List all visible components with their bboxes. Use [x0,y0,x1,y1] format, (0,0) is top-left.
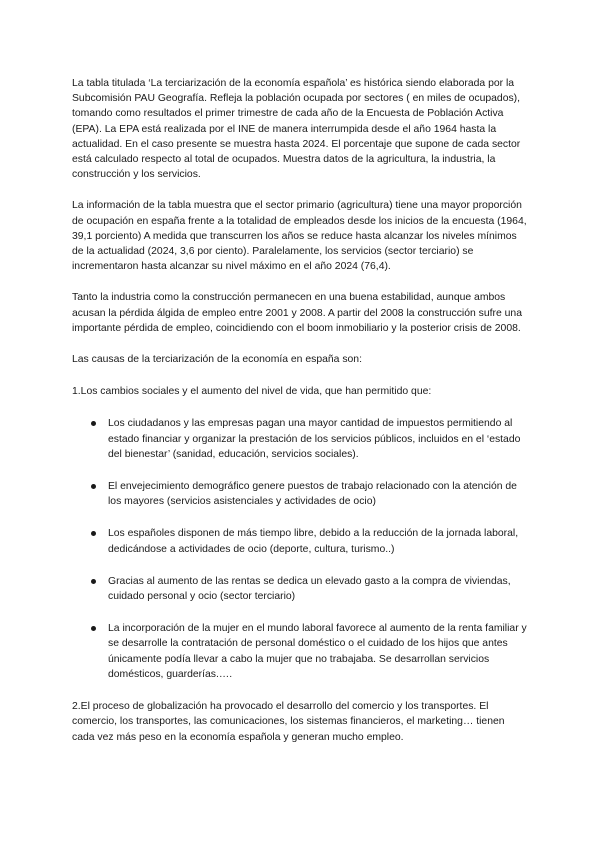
causes-intro: Las causas de la terciarización de la economía en españa son: [72,354,362,366]
bullet-item-taxes: Los ciudadanos y las empresas pagan una mayor cantidad de impuestos permitiendo al estado financiar y organizar la prestación de los servicios públicos, incluidos en el ‘estado del bienestar’ (sanidad, educación, servicios sociales). [108,416,528,462]
bullet-item-free-time: Los españoles disponen de más tiempo libre, debido a la reducción de la jornada laboral, dedicándose a actividades de ocio (deporte, cultura, turismo..) [108,526,528,556]
cause-2-paragraph: 2.El proceso de globalización ha provocado el desarrollo del comercio y los transportes. El comercio, los transportes, las comunicaciones, los sistemas financieros, el marketing… tienen cada vez más peso en la economía española y generan mucho empleo. [72,701,505,743]
document-body [72,76,528,759]
cause-1-bullet-list [72,416,528,682]
cause-1-heading: 1.Los cambios sociales y el aumento del nivel de vida, que han permitido que: [72,386,432,398]
bullet-item-women-work: La incorporación de la mujer en el mundo laboral favorece al aumento de la renta familiar y se desarrolle la contratación de personal doméstico o el cuidado de los hijos que antes únicamente podía llevar a cabo la mujer que no trabajaba. Se desarrollan servicios domésticos, guarderías.…. [108,621,528,682]
paragraph-table-description: La tabla titulada ‘La terciarización de la economía española’ es histórica siendo elaborada por la Subcomisión PAU Geografía. Refleja la población ocupada por sectores ( en miles de ocupados), tomando como resultados el primer trimestre de cada año de la Encuesta de Población Activa (EPA). La EPA está realizada por el INE de manera interrumpida desde el año 1964 hasta la actualidad. En el caso presente se muestra hasta 2024. El porcentaje que supone de cada sector está calculado respecto al total de ocupados. Muestra datos de la agricultura, la industria, la construcción y los servicios. [72,78,521,181]
bullet-item-aging: El envejecimiento demográfico genere puestos de trabajo relacionado con la atención de los mayores (servicios asistenciales y actividades de ocio) [108,479,528,509]
bullet-item-income: Gracias al aumento de las rentas se dedica un elevado gasto a la compra de viviendas, cuidado personal y ocio (sector terciario) [108,574,528,604]
paragraph-industry-construction: Tanto la industria como la construcción permanecen en una buena estabilidad, aunque ambos acusan la pérdida álgida de empleo entre 2001 y 2008. A partir del 2008 la construcción sufre una importante pérdida de empleo, coincidiendo con el boom inmobiliario y la posterior crisis de 2008. [72,292,522,334]
paragraph-table-information: La información de la tabla muestra que el sector primario (agricultura) tiene una mayor proporción de ocupación en españa frente a la totalidad de empleados desde los inicios de la encuesta (1964, 39,1 porciento) A medida que transcurren los años se reduce hasta alcanzar los niveles mínimos de la actualidad (2024, 3,6 por ciento). Paralelamente, los servicios (sector terciario) se incrementaron hasta alcanzar su nivel máximo en el año 2024 (76,4). [72,200,527,273]
